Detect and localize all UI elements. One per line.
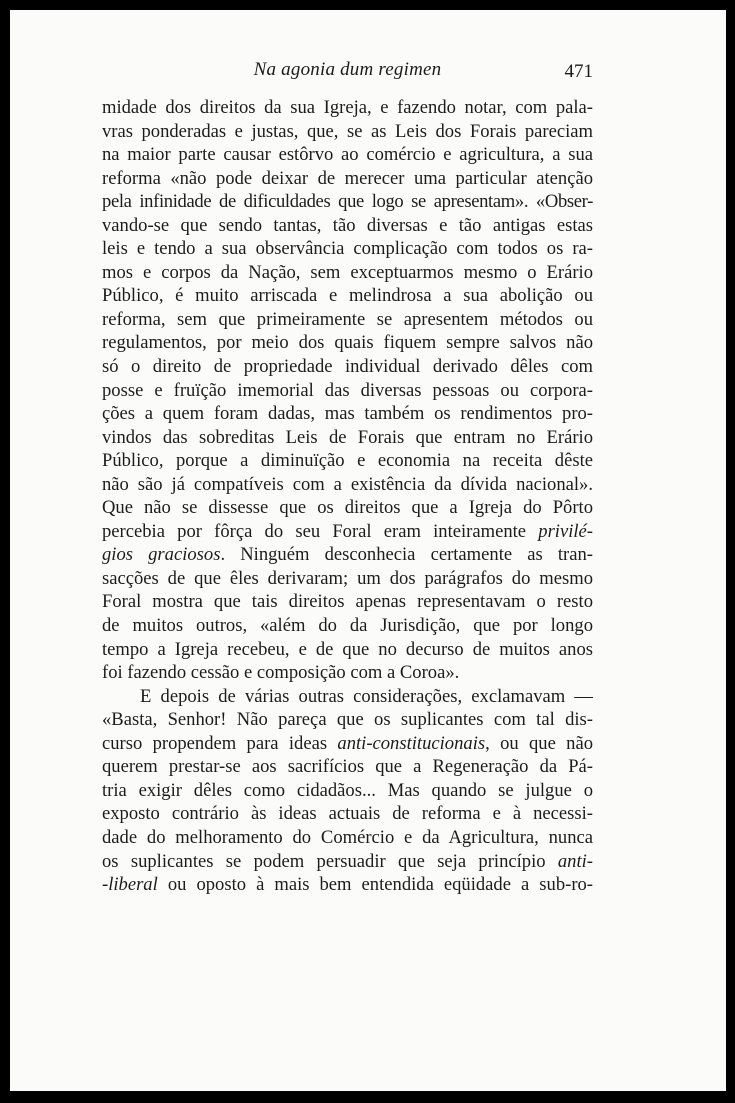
text-line: Público, é muito arriscada e melindrosa a sua abolição ou [102, 285, 593, 307]
italic-term: anti- [557, 850, 593, 872]
text-line: regulamentos, por meio dos quais fiquem sempre salvos não [102, 332, 593, 354]
text-line: vindos das sobreditas Leis de Forais que entram no Erário [102, 426, 593, 448]
text-line: não são já compatíveis com a existência da dívida nacional». [102, 473, 593, 495]
book-page [10, 10, 726, 1091]
text-segment: , ou que não [485, 732, 593, 754]
text-line [102, 850, 593, 874]
text-line: leis e tendo a sua observância complicação com todos os ra- [102, 238, 593, 260]
text-line [102, 873, 593, 897]
text-segment: curso propendem para ideas [102, 732, 338, 754]
text-line: reforma «não pode deixar de merecer uma particular atenção [102, 167, 593, 189]
text-line: «Basta, Senhor! Não pareça que os suplicantes com tal dis- [102, 709, 593, 731]
text-line: Público, porque a diminuïção e economia na receita dêste [102, 450, 593, 472]
text-line: querem prestar-se aos sacrifícios que a Regeneração da Pá- [102, 756, 593, 778]
text-line [102, 732, 593, 756]
page-number: 471 [564, 61, 593, 82]
text-line: na maior parte causar estôrvo ao comércio e agricultura, a sua [102, 144, 593, 166]
running-title: Na agonia dum regimen [253, 59, 442, 80]
text-segment: percebia por fôrça do seu Foral eram inteiramente [102, 520, 539, 542]
text-line: sacções de que êles derivaram; um dos parágrafos do mesmo [102, 567, 593, 589]
text-line: só o direito de propriedade individual derivado dêles com [102, 356, 593, 378]
text-segment: . Ninguém desconhecia certamente as tran- [220, 544, 593, 566]
text-line: vando-se que sendo tantas, tão diversas e tão antigas estas [102, 214, 593, 236]
text-segment: ou oposto à mais bem entendida eqüidade a sub-ro- [157, 874, 593, 896]
text-line: posse e fruïção imemorial das diversas pessoas ou corpora- [102, 379, 593, 401]
text-line: de muitos outros, «além do da Jurisdição, que por longo [102, 615, 593, 637]
italic-term: -liberal [102, 874, 158, 896]
italic-term: anti-constitucionais [337, 732, 486, 754]
text-line: dade do melhoramento do Comércio e da Agricultura, nunca [102, 826, 593, 848]
text-line: mos e corpos da Nação, sem exceptuarmos mesmo o Erário [102, 261, 593, 283]
text-line: Que não se dissesse que os direitos que a Igreja do Pôrto [102, 497, 593, 519]
text-line [102, 520, 593, 544]
text-line: pela infinidade de dificuldades que logo se apresentam». «Obser- [102, 191, 593, 213]
text-line [102, 543, 593, 567]
italic-term: privilé- [538, 520, 593, 542]
text-line: ções a quem foram dadas, mas também os rendimentos pro- [102, 403, 593, 425]
text-line: foi fazendo cessão e composição com a Coroa». [102, 662, 460, 684]
text-segment: os suplicantes se podem persuadir que seja princípio [102, 850, 558, 872]
text-line: Foral mostra que tais direitos apenas representavam o resto [102, 591, 593, 613]
text-line: midade dos direitos da sua Igreja, e fazendo notar, com pala- [102, 97, 593, 118]
text-line: vras ponderadas e justas, que, se as Leis dos Forais pareciam [102, 120, 593, 142]
italic-term: gios graciosos [102, 544, 221, 566]
text-line: exposto contrário às ideas actuais de reforma e à necessi- [102, 803, 593, 825]
text-line: tempo a Igreja recebeu, e de que no decurso de muitos anos [102, 638, 593, 660]
text-line: reforma, sem que primeiramente se apresentem métodos ou [102, 308, 593, 330]
text-line: E depois de várias outras considerações, exclamavam — [140, 685, 593, 707]
body-text [102, 96, 593, 897]
text-line: tria exigir dêles como cidadãos... Mas quando se julgue o [102, 779, 593, 801]
page-header [102, 59, 593, 85]
